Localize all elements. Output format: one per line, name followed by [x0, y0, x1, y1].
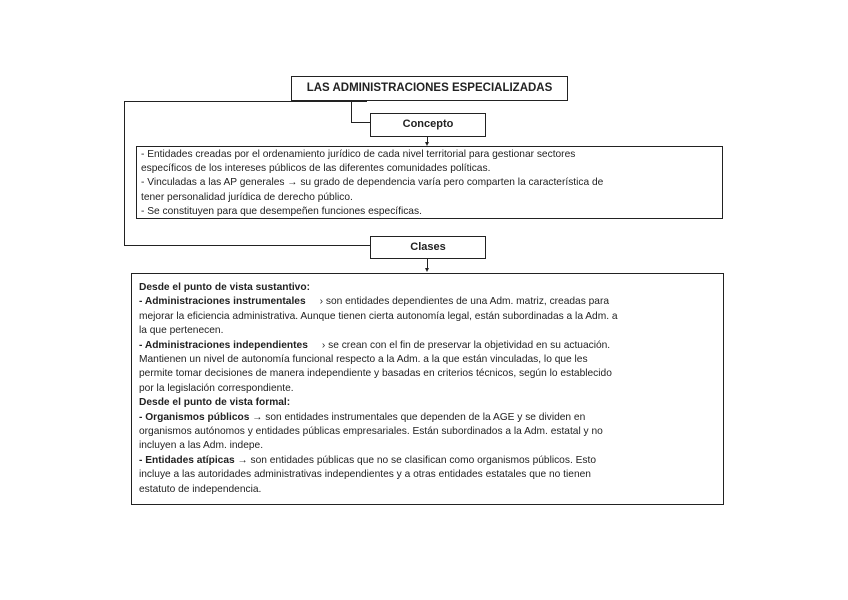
- instrumentales-term: - Administraciones instrumentales: [139, 296, 306, 308]
- formal-heading: Desde el punto de vista formal:: [139, 397, 291, 409]
- atipicas-term: - Entidades atípicas: [139, 454, 235, 466]
- concepto-line: - Vinculadas a las AP generales → su grado de dependencia varía pero comparten la característica de: [141, 177, 604, 189]
- main-title: LAS ADMINISTRACIONES ESPECIALIZADAS: [306, 82, 553, 94]
- connector-title-to-concepto: [351, 101, 352, 123]
- connector-top-horizontal: [124, 101, 367, 102]
- instrumentales-line: la que pertenecen.: [139, 325, 224, 337]
- independientes-line: permite tomar decisiones de manera independiente y basadas en criterios técnicos, según lo establecido: [139, 368, 612, 380]
- concepto-line: - Entidades creadas por el ordenamiento jurídico de cada nivel territorial para gestionar sectores: [141, 149, 576, 160]
- concepto-line: específicos de los intereses públicos de las diferentes comunidades políticas.: [141, 163, 491, 175]
- independientes-item: - Administraciones independientes › se crean con el fin de preservar la objetividad en su actuación.: [139, 339, 611, 351]
- connector-concepto-stub: [351, 122, 370, 123]
- atipicas-line: estatuto de independencia.: [139, 483, 262, 495]
- clases-description-box: [131, 273, 724, 505]
- clases-label: Clases: [410, 241, 446, 253]
- connector-bottom-horizontal: [124, 245, 370, 246]
- main-title-box: [291, 76, 568, 101]
- organismos-item: - Organismos públicos → son entidades instrumentales que dependen de la AGE y se dividen en: [139, 411, 586, 423]
- independientes-line: por la legislación correspondiente.: [139, 382, 294, 394]
- concepto-box: [370, 113, 486, 137]
- sustantivo-heading: Desde el punto de vista sustantivo:: [139, 282, 310, 293]
- independientes-term: - Administraciones independientes: [139, 339, 308, 351]
- instrumentales-item: - Administraciones instrumentales › son entidades dependientes de una Adm. matriz, creadas para: [139, 296, 610, 308]
- organismos-line: incluyen a las Adm. indepe.: [139, 440, 264, 452]
- concepto-line: - Se constituyen para que desempeñen funciones específicas.: [141, 205, 422, 217]
- concepto-description-box: [136, 146, 723, 219]
- connector-left-vertical: [124, 101, 125, 246]
- organismos-line: organismos autónomos y entidades públicas empresariales. Están subordinados a la Adm. estatal y no: [139, 426, 603, 438]
- organismos-term: - Organismos públicos: [139, 411, 250, 423]
- concepto-line: tener personalidad jurídica de derecho público.: [141, 191, 353, 203]
- clases-box: [370, 236, 486, 259]
- instrumentales-line: mejorar la eficiencia administrativa. Aunque tienen cierta autonomía legal, están subordinadas a la Adm. a: [139, 310, 618, 322]
- concepto-label: Concepto: [402, 118, 454, 130]
- atipicas-item: - Entidades atípicas → son entidades públicas que no se clasifican como organismos públicos. Esto: [139, 454, 596, 466]
- independientes-line: Mantienen un nivel de autonomía funcional respecto a la Adm. a la que están vinculadas, lo que les: [139, 354, 588, 366]
- arrow-to-clases-text: [425, 268, 429, 272]
- atipicas-line: incluye a las autoridades administrativas independientes y a otras entidades estatales que no tienen: [139, 469, 591, 481]
